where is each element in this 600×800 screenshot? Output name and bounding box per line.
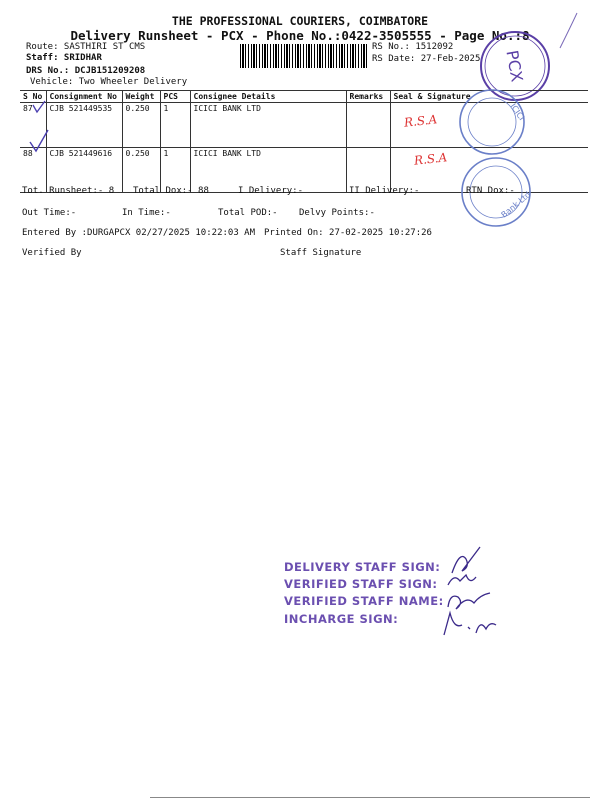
rs-number: RS No.: 1512092 [372, 42, 454, 52]
handwritten-signature-row2: R.S.A [413, 150, 448, 168]
barcode-graphic [240, 44, 368, 68]
vehicle-label: Vehicle: Two Wheeler Delivery [30, 77, 188, 87]
cell-remarks [346, 103, 390, 148]
bank-stamp-text: Bank Ltd [499, 189, 533, 220]
corner-mark-icon [555, 8, 585, 58]
delivery-staff-sign: DELIVERY STAFF SIGN: [284, 560, 441, 574]
out-time: Out Time:- [22, 208, 77, 218]
cell-sno: 88 [20, 148, 46, 193]
delivery-points: Delvy Points:- [299, 208, 375, 218]
cell-weight: 0.250 [122, 103, 160, 148]
cell-consignment: CJB 521449616 [46, 148, 122, 193]
checkmark-icon [28, 128, 50, 154]
checkmark-icon [32, 100, 46, 114]
rtn-dox: RTN Dox:- [466, 186, 515, 196]
column-header: PCS [160, 91, 190, 103]
rs-date: RS Date: 27-Feb-2025 [372, 54, 481, 64]
total-dox: Total Dox:- 88 [133, 186, 209, 196]
cell-consignee: ICICI BANK LTD [190, 148, 346, 193]
cell-weight: 0.250 [122, 148, 160, 193]
drs-number: DRS No.: DCJB151209208 [26, 66, 146, 76]
column-header: Weight [122, 91, 160, 103]
first-delivery: I Delivery:- [238, 186, 304, 196]
column-header: Consignment No [46, 91, 122, 103]
handwritten-signatures-icon [440, 545, 520, 645]
column-header: S No [20, 91, 46, 103]
company-title: THE PROFESSIONAL COURIERS, COIMBATORE [171, 14, 429, 28]
verified-staff-sign: VERIFIED STAFF SIGN: [284, 577, 438, 591]
runsheet-subtitle: Delivery Runsheet - PCX - Phone No.:0422-3505555 - Page No.:8 [70, 28, 530, 43]
cell-pcs: 1 [160, 148, 190, 193]
verified-staff-name: VERIFIED STAFF NAME: [284, 594, 444, 608]
pcx-stamp-text: PCX [502, 48, 527, 84]
column-header: Seal & Signature [390, 91, 588, 103]
staff-label: Staff: SRIDHAR [26, 53, 102, 63]
staff-signature: Staff Signature [280, 248, 362, 258]
cell-sno: 87 [20, 103, 46, 148]
page-bottom-line [150, 797, 590, 798]
incharge-sign: INCHARGE SIGN: [284, 612, 399, 626]
cell-pcs: 1 [160, 103, 190, 148]
total-runsheet: Tot. Runsheet:- 8 [22, 186, 115, 196]
in-time: In Time:- [122, 208, 171, 218]
column-header: Remarks [346, 91, 390, 103]
bank-seal-stamp-icon [452, 82, 532, 160]
printed-on: Printed On: 27-02-2025 10:27:26 [264, 228, 432, 238]
total-pod: Total POD:- [218, 208, 278, 218]
verified-by: Verified By [22, 248, 82, 258]
entered-by: Entered By :DURGAPCX 02/27/2025 10:22:03 AM [22, 228, 255, 238]
second-delivery: II Delivery:- [349, 186, 420, 196]
cell-consignee: ICICI BANK LTD [190, 103, 346, 148]
cell-consignment: CJB 521449535 [46, 103, 122, 148]
bank-stamp-text: ICICI [508, 101, 527, 123]
route-label: Route: SASTHIRI ST CMS [26, 42, 146, 52]
handwritten-signature-row1: R.S.A [403, 112, 438, 130]
column-header: Consignee Details [190, 91, 346, 103]
